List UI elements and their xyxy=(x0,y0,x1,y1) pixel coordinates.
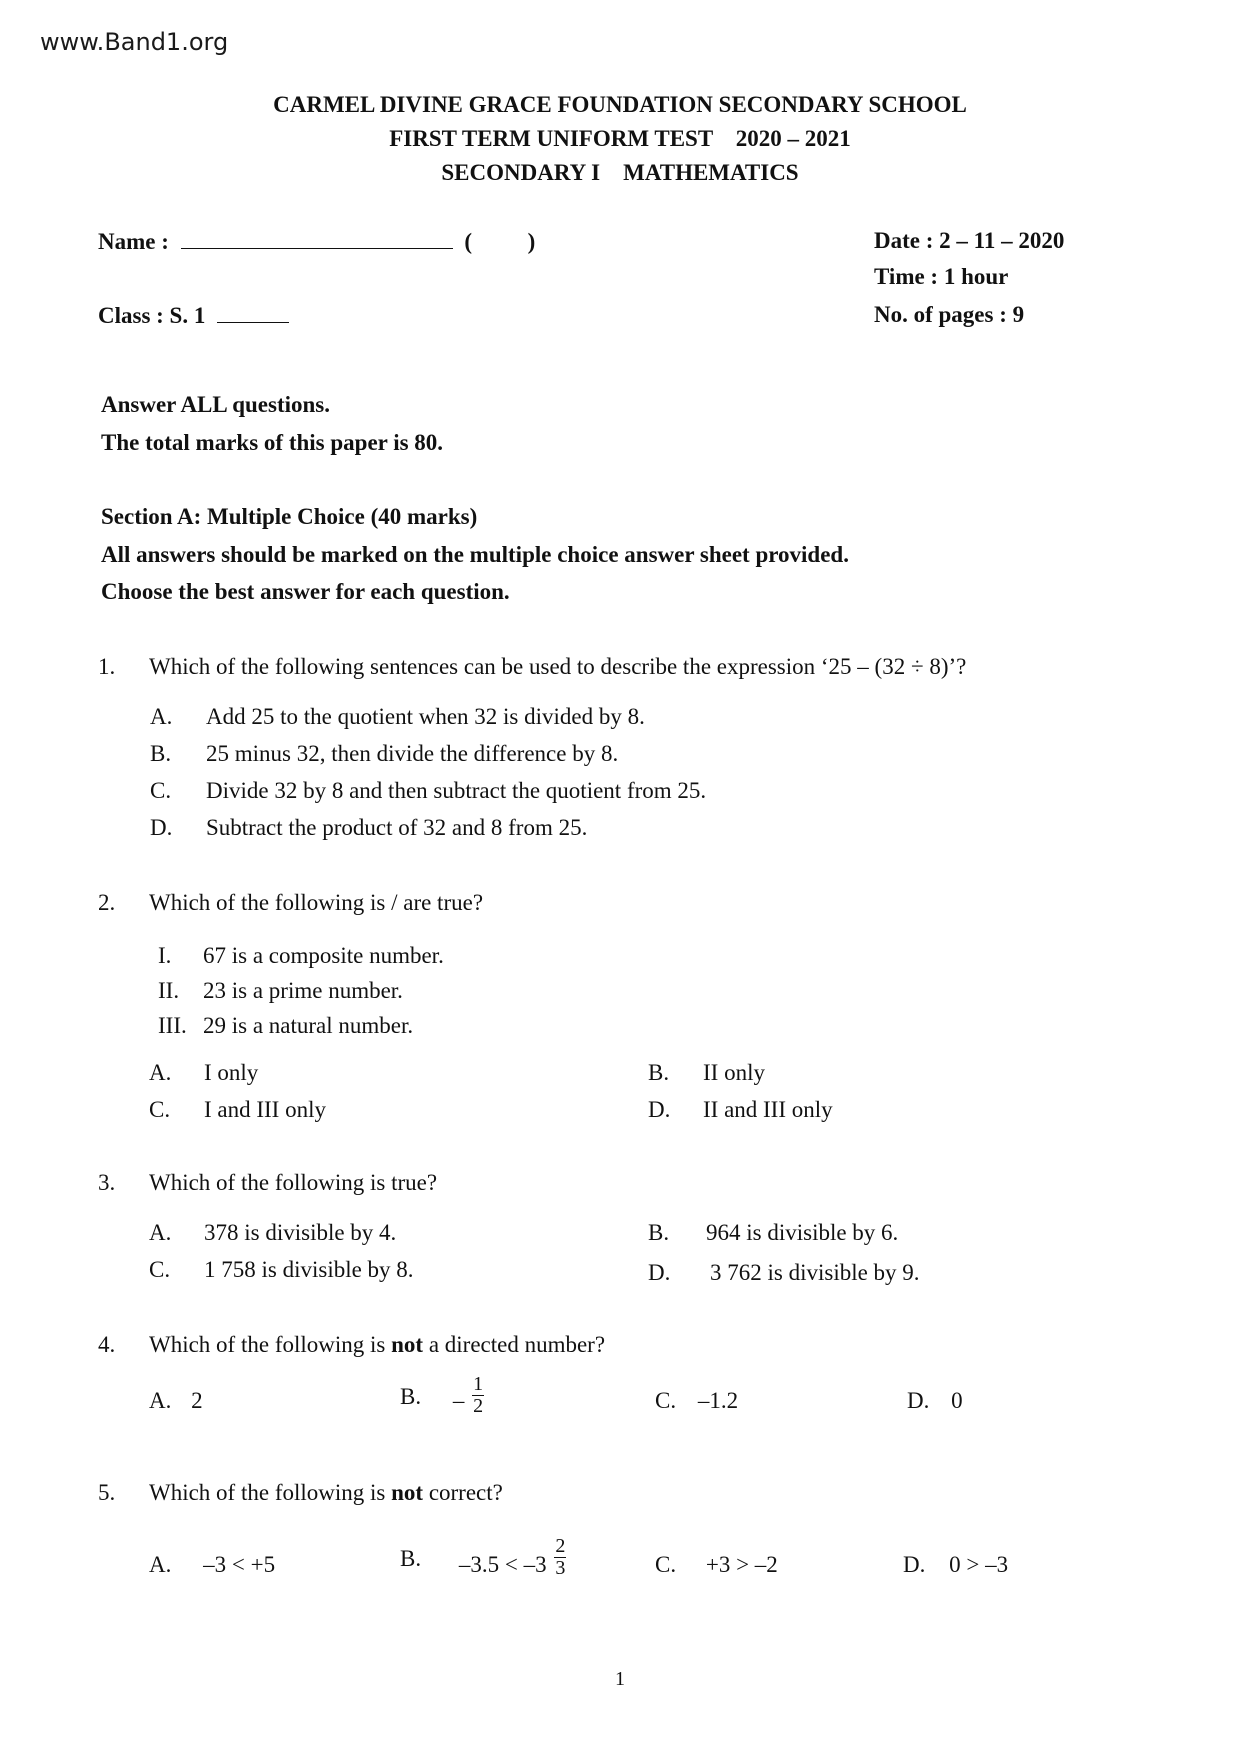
option-letter: B. xyxy=(400,1384,422,1409)
option-b xyxy=(400,1536,566,1579)
statement-roman: III. xyxy=(158,1013,187,1038)
fraction-one-half: $\frac{1}{2}$ xyxy=(473,1373,484,1417)
class-number-paren-open: ( xyxy=(464,229,473,254)
class-field xyxy=(98,302,289,329)
section-instruction-1: All answers should be marked on the multiple choice answer sheet provided. xyxy=(101,542,849,567)
section-instruction-2: Choose the best answer for each question. xyxy=(101,579,510,604)
option-letter: A. xyxy=(149,1220,172,1245)
name-field xyxy=(98,228,535,255)
emphasis-not: not xyxy=(391,1332,424,1357)
question-text: Which of the following is not a directed number? xyxy=(149,1332,606,1357)
option-letter: B. xyxy=(648,1060,670,1085)
emphasis-not: not xyxy=(391,1480,424,1505)
question-text: Which of the following sentences can be used to describe the expression ‘25 – (32 ÷ 8)’? xyxy=(149,654,967,679)
option-text: 25 minus 32, then divide the difference by 8. xyxy=(206,741,619,766)
exam-date: Date : 2 – 11 – 2020 xyxy=(874,228,1065,253)
statement-roman: I. xyxy=(158,943,172,968)
option-letter: C. xyxy=(150,778,172,803)
question-number: 4. xyxy=(98,1332,116,1357)
option-c xyxy=(655,1552,778,1578)
option-letter: B. xyxy=(648,1220,670,1245)
option-letter: D. xyxy=(648,1097,671,1122)
name-blank xyxy=(181,228,453,249)
option-d xyxy=(903,1552,1008,1578)
option-text: –3.5 < –3 xyxy=(458,1552,547,1577)
question-text: Which of the following is not correct? xyxy=(149,1480,503,1505)
option-letter: A. xyxy=(149,1552,172,1577)
option-b xyxy=(400,1374,484,1417)
section-title: Section A: Multiple Choice (40 marks) xyxy=(101,504,478,529)
option-text: 1 758 is divisible by 8. xyxy=(204,1257,414,1282)
question-number: 2. xyxy=(98,890,116,915)
option-letter: D. xyxy=(907,1388,930,1413)
instruction-answer-all: Answer ALL questions. xyxy=(101,392,331,417)
option-text: Add 25 to the quotient when 32 is divided by 8. xyxy=(206,704,645,729)
option-letter: D. xyxy=(648,1260,671,1285)
option-text: I and III only xyxy=(204,1097,326,1122)
option-text: –3 < +5 xyxy=(203,1552,276,1577)
statement-text: 67 is a composite number. xyxy=(203,943,444,968)
option-text: 2 xyxy=(191,1388,203,1413)
option-text: +3 > –2 xyxy=(705,1552,778,1577)
option-letter: A. xyxy=(150,704,173,729)
option-letter: A. xyxy=(149,1060,172,1085)
option-letter: D. xyxy=(903,1552,926,1577)
option-text: 0 xyxy=(951,1388,963,1413)
option-text: I only xyxy=(204,1060,259,1085)
option-text: –1.2 xyxy=(697,1388,739,1413)
option-letter: C. xyxy=(149,1257,171,1282)
statement-text: 23 is a prime number. xyxy=(203,978,403,1003)
statement-text: 29 is a natural number. xyxy=(203,1013,414,1038)
option-a xyxy=(149,1388,203,1414)
watermark-url: www.Band1.org xyxy=(40,28,229,56)
page-number: 1 xyxy=(615,1668,625,1690)
option-text: 378 is divisible by 4. xyxy=(204,1220,397,1245)
instruction-total-marks: The total marks of this paper is 80. xyxy=(101,430,444,455)
option-text: 0 > –3 xyxy=(949,1552,1009,1577)
option-text: II and III only xyxy=(703,1097,833,1122)
page-count: No. of pages : 9 xyxy=(874,302,1025,327)
question-text: Which of the following is / are true? xyxy=(149,890,484,915)
option-letter: C. xyxy=(149,1097,171,1122)
option-letter: B. xyxy=(400,1546,422,1571)
subject-title: SECONDARY I MATHEMATICS xyxy=(441,160,799,185)
option-c xyxy=(655,1388,738,1414)
test-title: FIRST TERM UNIFORM TEST 2020 – 2021 xyxy=(389,126,851,151)
statement-roman: II. xyxy=(158,978,180,1003)
option-letter: C. xyxy=(655,1552,677,1577)
option-text: Divide 32 by 8 and then subtract the quotient from 25. xyxy=(206,778,707,803)
fraction-two-thirds: $\frac{2}{3}$ xyxy=(555,1535,566,1579)
question-number: 1. xyxy=(98,654,116,679)
option-text: Subtract the product of 32 and 8 from 25. xyxy=(206,815,588,840)
option-text: II only xyxy=(703,1060,765,1085)
question-number: 3. xyxy=(98,1170,116,1195)
exam-time: Time : 1 hour xyxy=(874,264,1009,289)
option-text: 3 762 is divisible by 9. xyxy=(710,1260,920,1285)
school-name: CARMEL DIVINE GRACE FOUNDATION SECONDARY SCHOOL xyxy=(273,92,967,117)
class-blank xyxy=(217,302,289,323)
option-letter: A. xyxy=(149,1388,172,1413)
option-letter: B. xyxy=(150,741,172,766)
option-a xyxy=(149,1552,275,1578)
option-d xyxy=(907,1388,963,1414)
name-label: Name : xyxy=(98,229,169,254)
option-letter: D. xyxy=(150,815,173,840)
class-label: Class : S. 1 xyxy=(98,303,206,328)
question-text: Which of the following is true? xyxy=(149,1170,438,1195)
class-number-paren-close: ) xyxy=(527,229,536,254)
option-text: 964 is divisible by 6. xyxy=(706,1220,899,1245)
minus-sign: – xyxy=(452,1388,465,1413)
question-number: 5. xyxy=(98,1480,116,1505)
option-letter: C. xyxy=(655,1388,677,1413)
